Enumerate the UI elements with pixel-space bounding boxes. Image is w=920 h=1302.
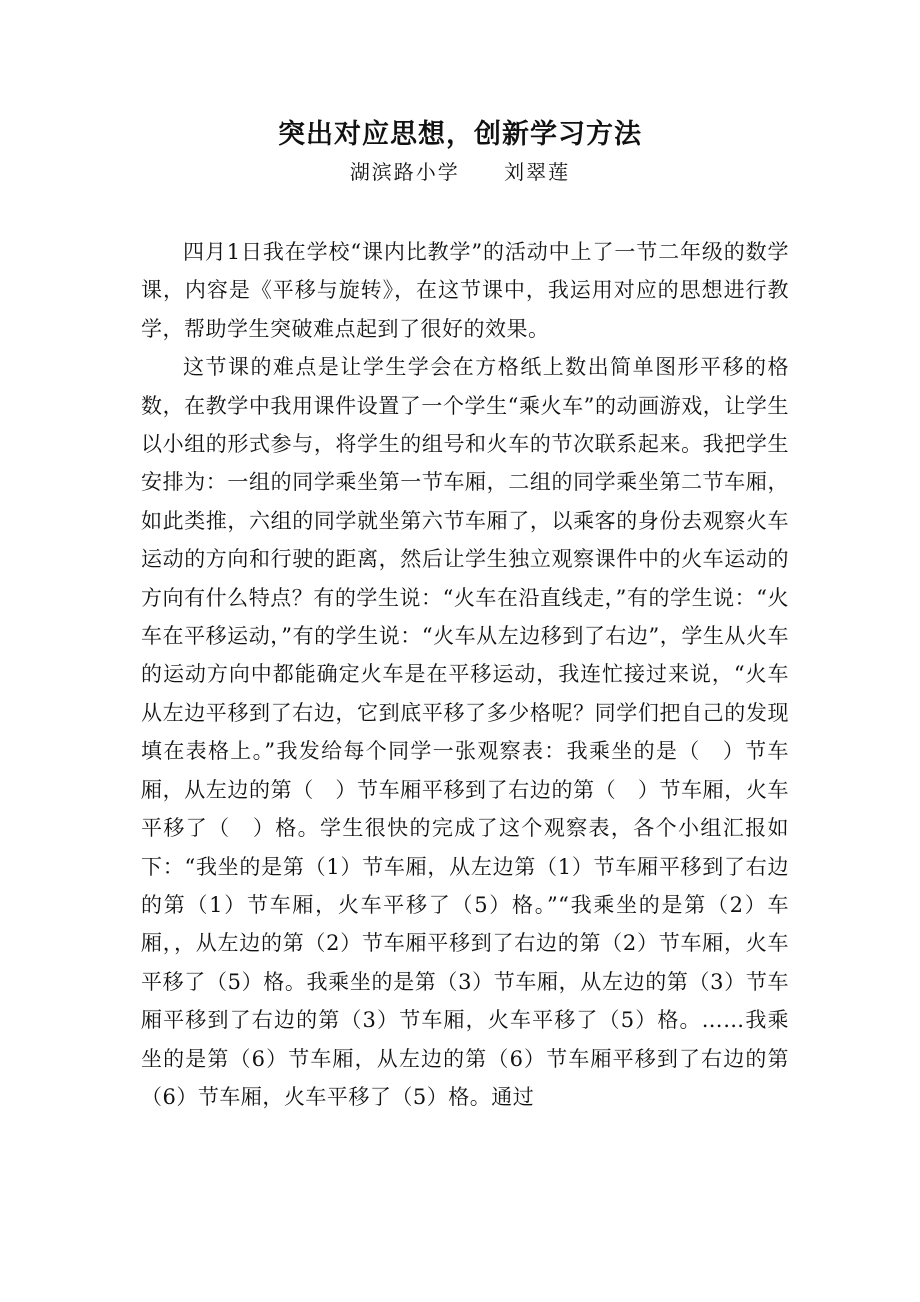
document-body	[141, 233, 789, 1116]
school-name: 湖滨路小学	[349, 160, 460, 184]
document-title: 突出对应思想，创新学习方法	[278, 119, 642, 150]
author-name: 刘翠莲	[504, 160, 571, 184]
paragraph: 四月1日我在学校“课内比教学”的活动中上了一节二年级的数学课，内容是《平移与旋转》，在这节课中，我运用对应的思想进行教学，帮助学生突破难点起到了很好的效果。	[141, 240, 789, 341]
paragraph: 这节课的难点是让学生学会在方格纸上数出简单图形平移的格数，在教学中我用课件设置了一个学生“乘火车”的动画游戏，让学生以小组的形式参与，将学生的组号和火车的节次联系起来。我把学生安排为：一组的同学乘坐第一节车厢，二组的同学乘坐第二节车厢，如此类推，六组的同学就坐第六节车厢了，以乘客的身份去观察火车运动的方向和行驶的距离，然后让学生独立观察课件中的火车运动的方向有什么特点？有的学生说：“火车在沿直线走，”有的学生说：“火车在平移运动，”有的学生说：“火车从左边移到了右边”，学生从火车的运动方向中都能确定火车是在平移运动，我连忙接过来说，“火车从左边平移到了右边，它到底平移了多少格呢？同学们把自己的发现填在表格上。”我发给每个同学一张观察表：我乘坐的是（ ）节车厢，从左边的第（ ）节车厢平移到了右边的第（ ）节车厢，火车平移了（ ）格。学生很快的完成了这个观察表，各个小组汇报如下：“我坐的是第（1）节车厢，从左边第（1）节车厢平移到了右边的第（1）节车厢，火车平移了（5）格。”“我乘坐的是第（2）车厢，，从左边的第（2）节车厢平移到了右边的第（2）节车厢，火车平移了（5）格。我乘坐的是第（3）节车厢，从左边的第（3）节车厢平移到了右边的第（3）节车厢，火车平移了（5）格。……我乘坐的是第（6）节车厢，从左边的第（6）节车厢平移到了右边的第（6）节车厢，火车平移了（5）格。通过	[141, 355, 789, 1109]
byline	[0, 156, 920, 185]
